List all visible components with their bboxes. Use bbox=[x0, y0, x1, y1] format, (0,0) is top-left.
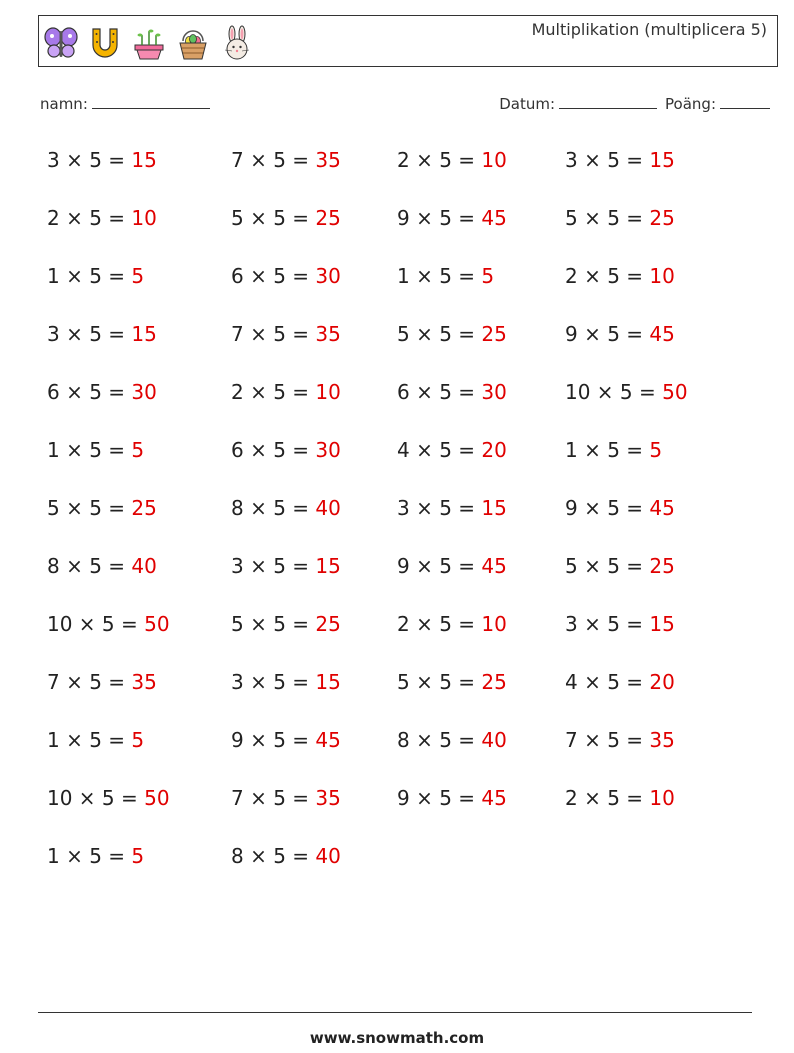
problem-item bbox=[397, 438, 507, 462]
problem-answer: 15 bbox=[315, 670, 341, 694]
problem-item bbox=[47, 148, 157, 172]
problem-answer: 5 bbox=[131, 728, 145, 752]
problem-item bbox=[397, 322, 507, 346]
problem-answer: 10 bbox=[131, 206, 157, 230]
problem-item bbox=[47, 322, 157, 346]
problem-question: 8 × 5 = bbox=[231, 844, 316, 868]
problem-question: 2 × 5 = bbox=[565, 786, 650, 810]
easter-basket-icon bbox=[175, 25, 211, 61]
problem-question: 7 × 5 = bbox=[47, 670, 132, 694]
problem-item bbox=[231, 438, 341, 462]
problem-answer: 40 bbox=[131, 554, 157, 578]
problem-item bbox=[565, 786, 675, 810]
problem-item bbox=[565, 322, 675, 346]
problem-answer: 25 bbox=[481, 670, 507, 694]
problem-question: 1 × 5 = bbox=[47, 844, 132, 868]
problem-question: 5 × 5 = bbox=[397, 670, 482, 694]
problem-answer: 25 bbox=[649, 206, 675, 230]
problem-question: 4 × 5 = bbox=[565, 670, 650, 694]
problem-item bbox=[47, 496, 157, 520]
problem-answer: 35 bbox=[315, 786, 341, 810]
problem-answer: 25 bbox=[481, 322, 507, 346]
problem-answer: 30 bbox=[315, 264, 341, 288]
problem-answer: 15 bbox=[649, 148, 675, 172]
problem-answer: 15 bbox=[315, 554, 341, 578]
problem-question: 3 × 5 = bbox=[47, 322, 132, 346]
problem-question: 2 × 5 = bbox=[47, 206, 132, 230]
name-blank[interactable] bbox=[92, 94, 210, 109]
icon-strip bbox=[43, 21, 255, 65]
problem-question: 2 × 5 = bbox=[231, 380, 316, 404]
problem-question: 1 × 5 = bbox=[397, 264, 482, 288]
problem-answer: 25 bbox=[315, 612, 341, 636]
name-label: namn: bbox=[40, 95, 88, 113]
problem-answer: 5 bbox=[649, 438, 663, 462]
problem-question: 9 × 5 = bbox=[397, 206, 482, 230]
problem-answer: 10 bbox=[649, 786, 675, 810]
problem-question: 3 × 5 = bbox=[565, 612, 650, 636]
name-field bbox=[40, 94, 210, 113]
problem-item bbox=[565, 206, 675, 230]
problem-item bbox=[47, 438, 144, 462]
problem-answer: 5 bbox=[131, 438, 145, 462]
problem-answer: 50 bbox=[144, 786, 170, 810]
problem-item bbox=[231, 612, 341, 636]
problem-item bbox=[231, 148, 341, 172]
problem-question: 9 × 5 = bbox=[565, 496, 650, 520]
problem-item bbox=[47, 612, 170, 636]
problem-question: 7 × 5 = bbox=[565, 728, 650, 752]
problem-answer: 30 bbox=[481, 380, 507, 404]
problem-question: 5 × 5 = bbox=[565, 206, 650, 230]
problem-question: 10 × 5 = bbox=[47, 786, 145, 810]
problem-item bbox=[47, 380, 157, 404]
problem-answer: 45 bbox=[481, 786, 507, 810]
problem-answer: 5 bbox=[131, 264, 145, 288]
problem-item bbox=[231, 844, 341, 868]
problem-answer: 45 bbox=[649, 496, 675, 520]
problem-question: 5 × 5 = bbox=[565, 554, 650, 578]
problem-item bbox=[47, 554, 157, 578]
problem-answer: 50 bbox=[662, 380, 688, 404]
problem-answer: 15 bbox=[649, 612, 675, 636]
problem-item bbox=[231, 670, 341, 694]
problem-answer: 35 bbox=[315, 322, 341, 346]
problem-answer: 35 bbox=[131, 670, 157, 694]
bunny-icon bbox=[219, 25, 255, 61]
problem-item bbox=[397, 670, 507, 694]
problem-answer: 15 bbox=[131, 322, 157, 346]
problem-question: 5 × 5 = bbox=[231, 206, 316, 230]
problem-item bbox=[397, 148, 507, 172]
problem-answer: 35 bbox=[315, 148, 341, 172]
problem-item bbox=[47, 786, 170, 810]
seedling-pot-icon bbox=[131, 25, 167, 61]
problem-answer: 45 bbox=[481, 206, 507, 230]
problem-answer: 25 bbox=[131, 496, 157, 520]
score-label: Poäng: bbox=[665, 95, 716, 113]
score-blank[interactable] bbox=[720, 94, 770, 109]
problem-item bbox=[565, 728, 675, 752]
problem-item bbox=[47, 264, 144, 288]
problem-item bbox=[397, 206, 507, 230]
problem-answer: 35 bbox=[649, 728, 675, 752]
problem-item bbox=[231, 322, 341, 346]
date-blank[interactable] bbox=[559, 94, 657, 109]
problem-answer: 40 bbox=[315, 496, 341, 520]
problem-answer: 15 bbox=[481, 496, 507, 520]
problem-answer: 10 bbox=[481, 148, 507, 172]
problem-answer: 30 bbox=[315, 438, 341, 462]
problem-question: 1 × 5 = bbox=[565, 438, 650, 462]
problem-question: 9 × 5 = bbox=[397, 786, 482, 810]
problem-question: 10 × 5 = bbox=[47, 612, 145, 636]
problem-item bbox=[397, 728, 507, 752]
problem-item bbox=[231, 728, 341, 752]
problem-answer: 25 bbox=[315, 206, 341, 230]
problem-question: 5 × 5 = bbox=[231, 612, 316, 636]
problem-question: 5 × 5 = bbox=[47, 496, 132, 520]
problem-item bbox=[231, 786, 341, 810]
score-field bbox=[665, 94, 770, 113]
problem-item bbox=[397, 264, 494, 288]
problem-answer: 30 bbox=[131, 380, 157, 404]
problem-answer: 5 bbox=[131, 844, 145, 868]
problem-item bbox=[231, 496, 341, 520]
problem-question: 10 × 5 = bbox=[565, 380, 663, 404]
problem-question: 9 × 5 = bbox=[231, 728, 316, 752]
problem-item bbox=[397, 554, 507, 578]
problem-answer: 10 bbox=[315, 380, 341, 404]
problem-item bbox=[565, 496, 675, 520]
date-field bbox=[499, 94, 657, 113]
problem-question: 9 × 5 = bbox=[565, 322, 650, 346]
problem-answer: 5 bbox=[481, 264, 495, 288]
worksheet-header bbox=[38, 15, 778, 67]
problem-item bbox=[565, 148, 675, 172]
problem-item bbox=[565, 264, 675, 288]
problem-item bbox=[47, 206, 157, 230]
problem-item bbox=[565, 554, 675, 578]
problem-question: 6 × 5 = bbox=[231, 438, 316, 462]
problem-question: 6 × 5 = bbox=[231, 264, 316, 288]
problem-question: 3 × 5 = bbox=[231, 554, 316, 578]
problem-answer: 10 bbox=[481, 612, 507, 636]
butterfly-icon bbox=[43, 25, 79, 61]
problem-question: 3 × 5 = bbox=[397, 496, 482, 520]
problem-answer: 45 bbox=[481, 554, 507, 578]
problem-question: 3 × 5 = bbox=[565, 148, 650, 172]
problem-item bbox=[397, 380, 507, 404]
problem-answer: 20 bbox=[649, 670, 675, 694]
problem-item bbox=[397, 496, 507, 520]
horseshoe-icon bbox=[87, 25, 123, 61]
problem-question: 3 × 5 = bbox=[47, 148, 132, 172]
problem-question: 5 × 5 = bbox=[397, 322, 482, 346]
problem-question: 6 × 5 = bbox=[47, 380, 132, 404]
problem-question: 7 × 5 = bbox=[231, 148, 316, 172]
problem-question: 8 × 5 = bbox=[231, 496, 316, 520]
problem-item bbox=[47, 728, 144, 752]
problem-item bbox=[231, 264, 341, 288]
problem-answer: 15 bbox=[131, 148, 157, 172]
problem-question: 9 × 5 = bbox=[397, 554, 482, 578]
problem-answer: 20 bbox=[481, 438, 507, 462]
problem-question: 2 × 5 = bbox=[565, 264, 650, 288]
problem-item bbox=[47, 844, 144, 868]
problem-question: 6 × 5 = bbox=[397, 380, 482, 404]
problem-item bbox=[565, 670, 675, 694]
problem-item bbox=[397, 612, 507, 636]
problem-question: 1 × 5 = bbox=[47, 438, 132, 462]
date-label: Datum: bbox=[499, 95, 556, 113]
problem-item bbox=[47, 670, 157, 694]
problem-item bbox=[565, 438, 662, 462]
problem-question: 8 × 5 = bbox=[47, 554, 132, 578]
footer-site: www.snowmath.com bbox=[309, 1029, 485, 1047]
problem-question: 3 × 5 = bbox=[231, 670, 316, 694]
problem-item bbox=[565, 380, 688, 404]
problem-answer: 40 bbox=[315, 844, 341, 868]
worksheet-title: Multiplikation (multiplicera 5) bbox=[531, 20, 767, 39]
problem-question: 1 × 5 = bbox=[47, 264, 132, 288]
problem-answer: 40 bbox=[481, 728, 507, 752]
problem-item bbox=[231, 206, 341, 230]
problem-question: 8 × 5 = bbox=[397, 728, 482, 752]
footer-divider bbox=[38, 1012, 752, 1013]
problem-answer: 50 bbox=[144, 612, 170, 636]
problem-item bbox=[231, 380, 341, 404]
problem-question: 2 × 5 = bbox=[397, 148, 482, 172]
problem-answer: 25 bbox=[649, 554, 675, 578]
problem-item bbox=[565, 612, 675, 636]
problem-item bbox=[231, 554, 341, 578]
problem-answer: 45 bbox=[649, 322, 675, 346]
problem-question: 7 × 5 = bbox=[231, 322, 316, 346]
problem-question: 2 × 5 = bbox=[397, 612, 482, 636]
problem-item bbox=[397, 786, 507, 810]
problem-answer: 45 bbox=[315, 728, 341, 752]
problem-answer: 10 bbox=[649, 264, 675, 288]
date-score-fields bbox=[499, 94, 770, 113]
problem-question: 7 × 5 = bbox=[231, 786, 316, 810]
problem-question: 1 × 5 = bbox=[47, 728, 132, 752]
problem-question: 4 × 5 = bbox=[397, 438, 482, 462]
